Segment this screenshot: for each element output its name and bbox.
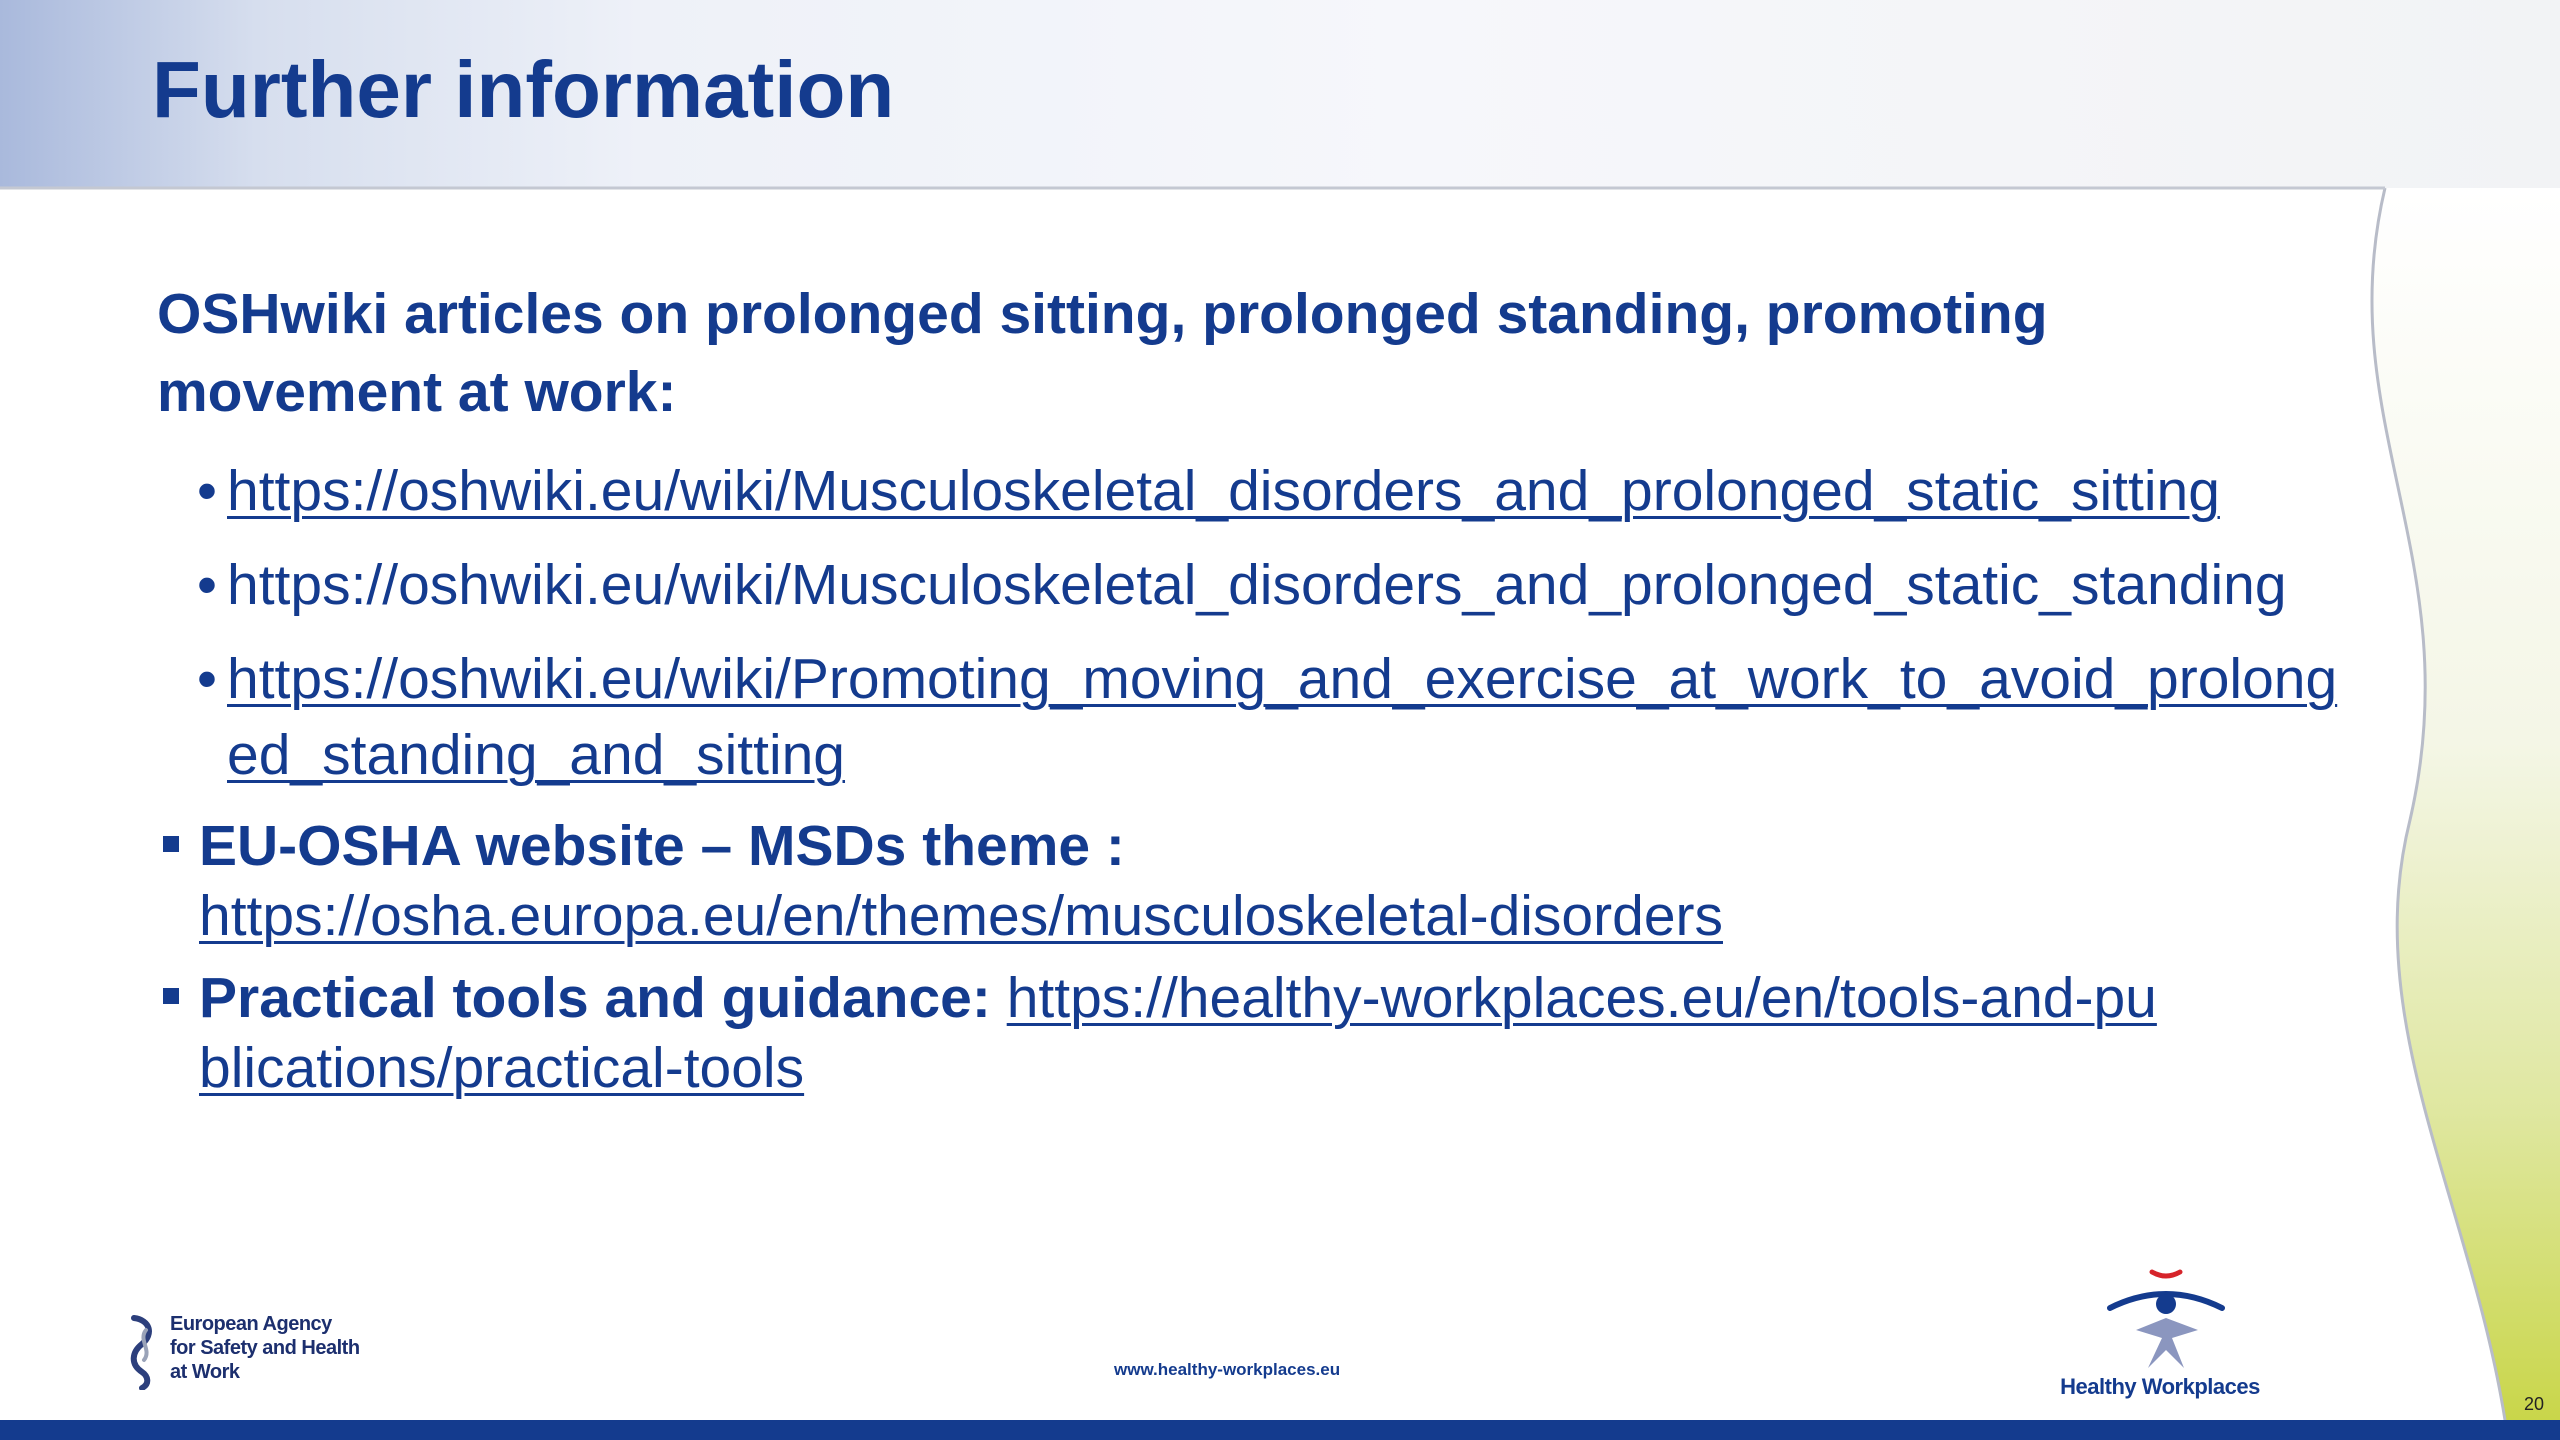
resource-label: Practical tools and guidance:: [199, 966, 991, 1030]
oshwiki-movement-link[interactable]: https://oshwiki.eu/wiki/Promoting_moving_and_exercise_at_work_to_avoid_prolonged_standing_and_sitting: [227, 647, 2338, 787]
list-item: [157, 453, 2347, 529]
list-item: [157, 963, 2177, 1103]
bullet: •: [197, 553, 217, 617]
bullet: •: [197, 647, 217, 711]
practical-tools-link[interactable]: https://healthy-workplaces.eu/en/tools-and-publications/practical-tools: [199, 966, 2157, 1100]
bottom-bar: [0, 1420, 2560, 1440]
bullet: •: [197, 459, 217, 523]
oshwiki-link-list: [157, 453, 2338, 793]
eu-osha-msds-link[interactable]: https://osha.europa.eu/en/themes/musculoskeletal-disorders: [199, 884, 1723, 948]
footer-url[interactable]: www.healthy-workplaces.eu: [1114, 1360, 1341, 1379]
resource-label: EU-OSHA website – MSDs theme :: [199, 814, 1125, 878]
list-item: [157, 547, 2347, 623]
resource-list: [157, 811, 2177, 1103]
list-item: [157, 641, 2347, 793]
oshwiki-standing-text: https://oshwiki.eu/wiki/Musculoskeletal_disorders_and_prolonged_static_standing: [227, 553, 2287, 617]
page-title: Further information: [152, 45, 895, 134]
square-bullet-icon: [163, 988, 179, 1004]
page-number: 20: [2524, 1394, 2545, 1414]
agency-name: European Agency for Safety and Health at Work: [170, 1313, 360, 1383]
section-heading: OSHwiki articles on prolonged sitting, prolonged standing, promoting movement at work:: [157, 282, 2048, 424]
square-bullet-icon: [163, 836, 179, 852]
list-item: [157, 811, 2177, 951]
slide-content: [157, 275, 2338, 1115]
oshwiki-sitting-link[interactable]: https://oshwiki.eu/wiki/Musculoskeletal_disorders_and_prolonged_static_sitting: [227, 459, 2220, 523]
campaign-label: Healthy Workplaces: [2060, 1374, 2260, 1399]
